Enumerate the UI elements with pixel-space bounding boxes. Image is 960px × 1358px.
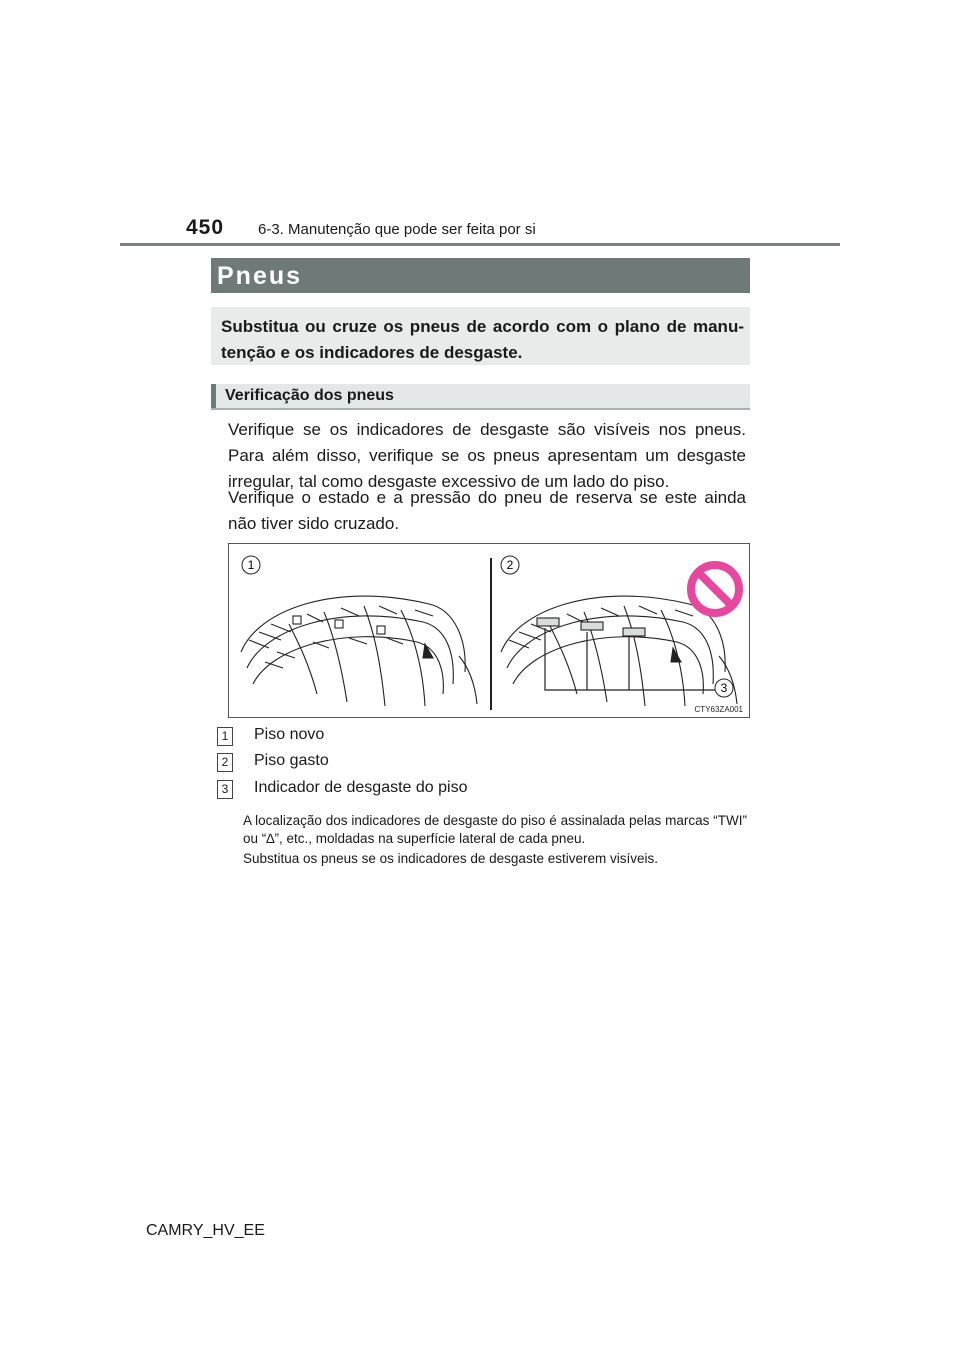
callout-1-icon [242,556,260,574]
callout-2-icon [501,556,519,574]
subsection-title: Verificação dos pneus [225,387,394,404]
subsection-header [211,384,750,410]
tire-new-tread-icon [241,596,477,706]
note-text: Substitua os pneus se os indicadores de desgaste estiverem visíveis. [243,851,658,866]
prohibited-icon [691,565,739,613]
subsection-marker [211,384,216,408]
legend-number: 3 [217,780,233,799]
page-number: 450 [186,216,225,239]
body-paragraph: Verifique o estado e a pressão do pneu de reserva se este ainda não tiver sido cruzado. [228,488,746,533]
svg-text:3: 3 [720,681,728,695]
body-paragraph: Verifique se os indicadores de desgaste são visíveis nos pneus. Para além disso, verifique se os pneus apresentam um desgaste irregular, tal como desgaste excessivo de um lado do piso. [228,420,746,491]
legend-number: 1 [217,727,233,746]
legend-text: Piso gasto [254,752,329,769]
figure-code: CTY63ZA001 [694,705,743,714]
footer-model-code: CAMRY_HV_EE [146,1222,265,1239]
intro-box [211,307,750,365]
header-divider [120,243,840,246]
svg-text:1: 1 [247,558,255,572]
page-title: Pneus [217,262,303,290]
svg-text:2: 2 [506,558,514,572]
tire-illustration [228,543,750,718]
intro-text: Substitua ou cruze os pneus de acordo com o plano de manu-tenção e os indicadores de desgaste. [221,317,744,362]
note-text: A localização dos indicadores de desgaste do piso é assinalada pelas marcas “TWI” ou “∆”, etc., moldadas na superfície lateral de cada pneu. [243,813,747,846]
legend-text: Piso novo [254,726,325,743]
legend-number: 2 [217,753,233,772]
section-header: 6-3. Manutenção que pode ser feita por si [258,221,536,238]
page-title-bar [211,258,750,293]
legend-text: Indicador de desgaste do piso [254,779,468,796]
tire-drawing [229,544,749,717]
callout-3-icon [715,679,733,697]
